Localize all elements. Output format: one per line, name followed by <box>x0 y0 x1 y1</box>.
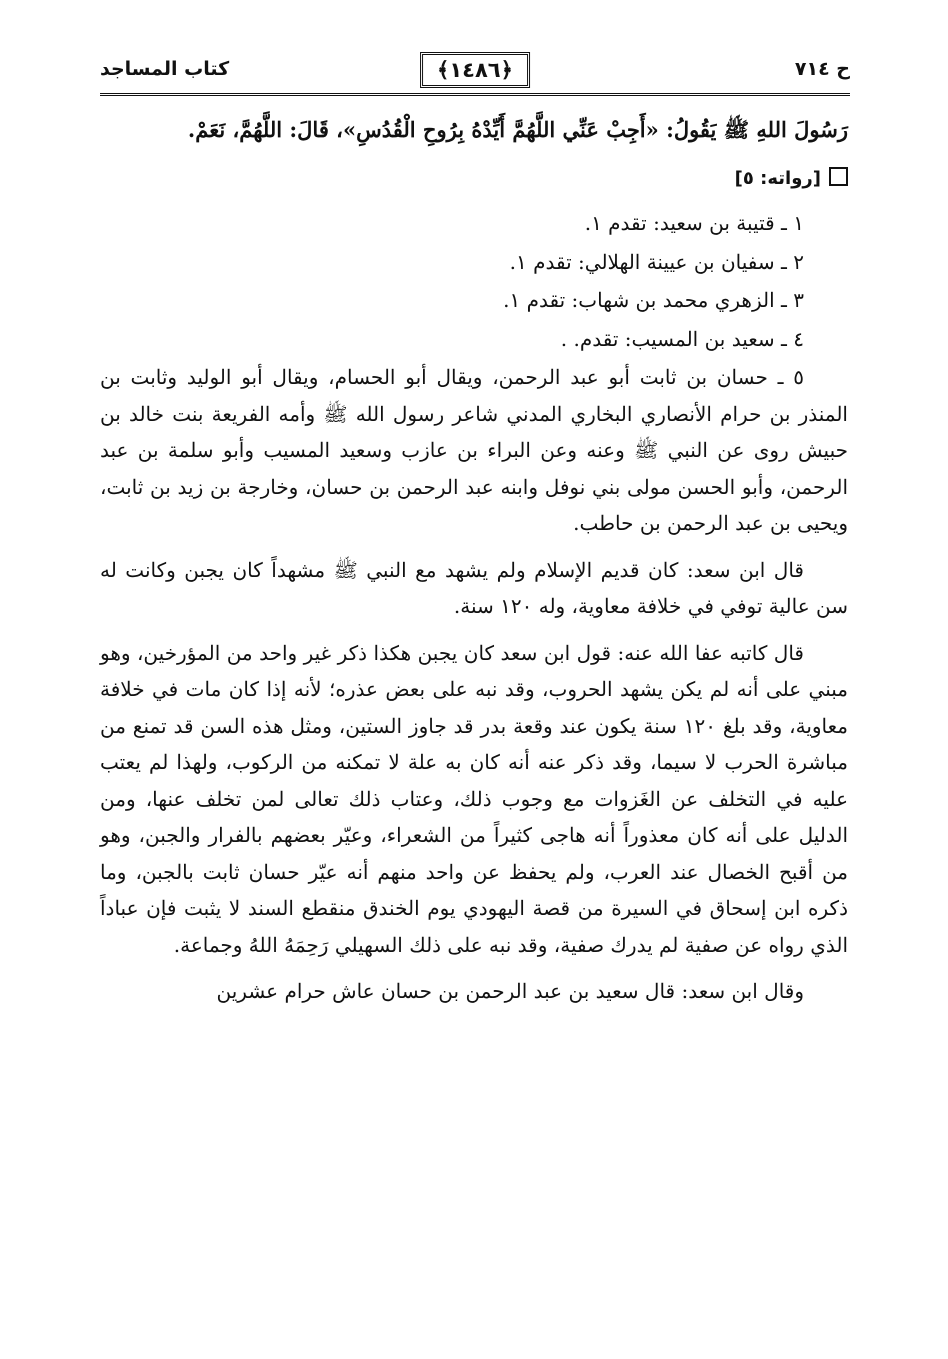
page-reference: ح ٧١٤ <box>794 58 850 80</box>
page-body <box>100 112 848 1010</box>
paragraph-hassan: ٥ ـ حسان بن ثابت أبو عبد الرحمن، ويقال أبو الحسام، ويقال أبو الوليد وثابت بن المنذر بن حرام الأنصاري البخاري المدني شاعر رسول الله ﷺ وأمه الفريعة بنت خالد بن حبيش روى عن النبي ﷺ وعنه وعن البراء بن عازب وسعيد المسيب وأبو سلمة بن عبد الرحمن، وأبو الحسن مولى بني نوفل وابنه عبد الرحمن بن حسان، وخارجة بن زيد بن ثابت، ويحيى بن عبد الرحمن بن حاطب. <box>100 365 848 535</box>
checkbox-square-icon <box>829 167 848 186</box>
narrator-item: ٢ ـ سفيان بن عيينة الهلالي: تقدم ١. <box>509 249 804 274</box>
paragraph-ibn-saad: قال ابن سعد: كان قديم الإسلام ولم يشهد مع النبي ﷺ مشهداً كان يجبن وكانت له سن عالية توفي في خلافة معاوية، وله ١٢٠ سنة. <box>100 557 848 618</box>
hadith-line: رَسُولَ اللهِ ﷺ يَقُولُ: «أَجِبْ عَنِّي اللَّهُمَّ أَيِّدْهُ بِرُوحِ الْقُدُسِ»، قَالَ: اللَّهُمَّ، نَعَمْ. <box>187 117 848 142</box>
narrator-item: ٤ ـ سعيد بن المسيب: تقدم. . <box>560 326 804 351</box>
page-number-box: ﴿١٤٨٦﴾ <box>420 52 530 88</box>
paragraph-last: وقال ابن سعد: قال سعيد بن عبد الرحمن بن حسان عاش حرام عشرين <box>216 979 804 1003</box>
narrators-heading <box>100 161 848 198</box>
narrator-item: ٣ ـ الزهري محمد بن شهاب: تقدم ١. <box>503 288 804 312</box>
narrator-item: ١ ـ قتيبة بن سعيد: تقدم ١. <box>584 211 804 235</box>
paragraph-author-note: قال كاتبه عفا الله عنه: قول ابن سعد كان يجبن هكذا ذكر غير واحد من المؤرخين، وهو مبني على أنه لم يكن يشهد الحروب، وقد نبه على بعض عذره؛ لأنه إذا كان مات في خلافة معاوية، وقد بلغ ١٢٠ سنة يكون عند وقعة بدر قد جاوز الستين، ومثل هذه السن قد تمنع من مباشرة الحرب لا سيما، وقد ذكر عنه أنه كان به علة لا تمكنه من الركوب، ولهذا لم يعتب عليه في التخلف عن الغَزوات مع وجوب ذلك، وعتاب ذلك تعالى لمن تخلف عنها، ومن الدليل على أنه كان معذوراً أنه هاجى كثيراً من الشعراء، وعيّر بعضهم بالفرار والجبن، وهو من أقبح الخصال عند العرب، ولم يحفظ عن واحد منهم أنه عيّر حسان ثابت بالجبن، وما ذكره ابن إسحاق في السيرة من قصة اليهودي يوم الخندق منقطع السند لا يثبت فإن عباداً الذي رواه عن صفية لم يدرك صفية، وقد نبه على ذلك السهيلي رَحِمَهُ اللهُ وجماعة. <box>100 640 849 957</box>
narrators-heading-text: [رواته: ٥] <box>734 167 821 189</box>
page-header <box>100 52 850 92</box>
book-title: كتاب المساجد <box>100 58 230 80</box>
header-divider <box>100 93 850 96</box>
